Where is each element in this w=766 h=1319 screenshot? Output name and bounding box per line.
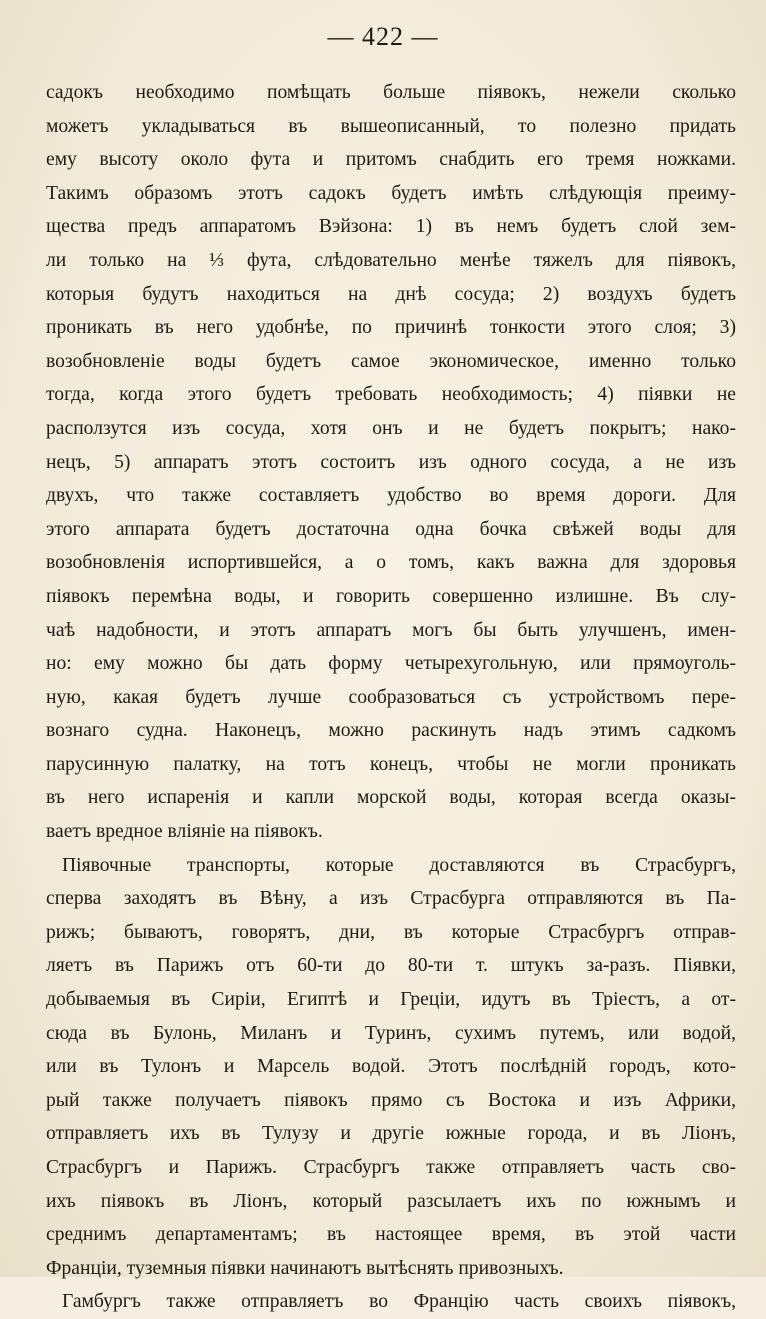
text-line: расползутся изъ сосуда, хотя онъ и не будетъ покрытъ; нако- (46, 417, 736, 439)
text-line: ную, какая будетъ лучше сообразоваться съ устройствомъ пере- (46, 686, 736, 708)
text-line: піявокъ перемѣна воды, и говорить совершенно излишне. Въ слу- (46, 585, 736, 607)
text-line: нецъ, 5) аппаратъ этотъ состоитъ изъ одного сосуда, а не изъ (46, 451, 736, 473)
text-line: добываемыя въ Сиріи, Египтѣ и Греціи, идутъ въ Тріестъ, а от- (46, 989, 736, 1011)
paragraph (46, 76, 736, 849)
text-line: проникать въ него удобнѣе, по причинѣ тонкости этого слоя; 3) (46, 317, 736, 339)
text-line: Гамбургъ также отправляетъ во Францію часть своихъ піявокъ, (62, 1291, 736, 1313)
text-line: Страсбургъ и Парижъ. Страсбургъ также отправляетъ часть сво- (46, 1157, 736, 1178)
text-line: тогда, когда этого будетъ требовать необходимость; 4) піявки не (46, 384, 736, 406)
body-text (46, 76, 736, 1319)
text-line: двухъ, что также составляетъ удобство во время дороги. Для (46, 485, 736, 507)
text-line: но: ему можно бы дать форму четырехугольную, или прямоуголь- (46, 653, 736, 675)
text-line: вознаго судна. Наконецъ, можно раскинуть надъ этимъ садкомъ (46, 720, 736, 742)
text-line: рый также получаетъ піявокъ прямо съ Востока и изъ Африки, (46, 1089, 736, 1111)
text-line: можетъ укладываться въ вышеописанный, то полезно придать (46, 115, 736, 137)
text-line: которыя будутъ находиться на днѣ сосуда; 2) воздухъ будетъ (46, 283, 736, 305)
text-line: сперва заходятъ въ Вѣну, а изъ Страсбурга отправляются въ Па- (46, 888, 736, 910)
text-line: сюда въ Булонь, Миланъ и Туринъ, сухимъ путемъ, или водой, (46, 1022, 736, 1044)
text-line: щества предъ аппаратомъ Вэйзона: 1) въ немъ будетъ слой зем- (46, 216, 736, 238)
paragraph (46, 1285, 736, 1319)
text-line: ляетъ въ Парижъ отъ 60-ти до 80-ти т. штукъ за-разъ. Піявки, (46, 955, 736, 977)
text-line: парусинную палатку, на тотъ конецъ, чтобы не могли проникать (46, 753, 736, 775)
text-line: ему высоту около фута и притомъ снабдить его тремя ножками. (46, 149, 736, 171)
text-line: ваетъ вредное вліяніе на піявокъ. (46, 821, 323, 843)
text-line: рижъ; бываютъ, говорятъ, дни, въ которые Страсбургъ отправ- (46, 921, 736, 943)
text-line: Піявочные транспорты, которые доставляются въ Страсбургъ, (62, 854, 736, 876)
text-line: возобновленія испортившейся, а о томъ, какъ важна для здоровья (46, 552, 736, 574)
text-line: садокъ необходимо помѣщать больше піявокъ, нежели сколько (46, 82, 736, 103)
text-line: или въ Тулонъ и Марсель водой. Этотъ послѣдній городъ, кото- (46, 1056, 736, 1078)
text-line: отправляетъ ихъ въ Тулузу и другіе южные города, и въ Ліонъ, (46, 1123, 736, 1145)
text-line: этого аппарата будетъ достаточна одна бочка свѣжей воды для (46, 518, 736, 540)
text-line: чаѣ надобности, и этотъ аппаратъ могъ бы быть улучшенъ, имен- (46, 619, 736, 641)
paragraph (46, 849, 736, 1286)
text-line: ли только на ⅓ фута, слѣдовательно менѣе тяжелъ для піявокъ, (46, 249, 736, 271)
text-line: среднимъ департаментамъ; въ настоящее время, въ этой части (46, 1224, 736, 1246)
text-line: возобновленіе воды будетъ самое экономическое, именно только (46, 350, 736, 372)
text-line: въ него испаренія и капли морской воды, которая всегда оказы- (46, 787, 736, 809)
text-line: Такимъ образомъ этотъ садокъ будетъ имѣть слѣдующія преиму- (46, 182, 736, 204)
text-line: ихъ піявокъ въ Ліонъ, который разсылаетъ ихъ по южнымъ и (46, 1190, 736, 1212)
page-number: — 422 — (327, 22, 439, 51)
text-line: Франціи, туземныя піявки начинаютъ вытѣснять привозныхъ. (46, 1257, 564, 1279)
